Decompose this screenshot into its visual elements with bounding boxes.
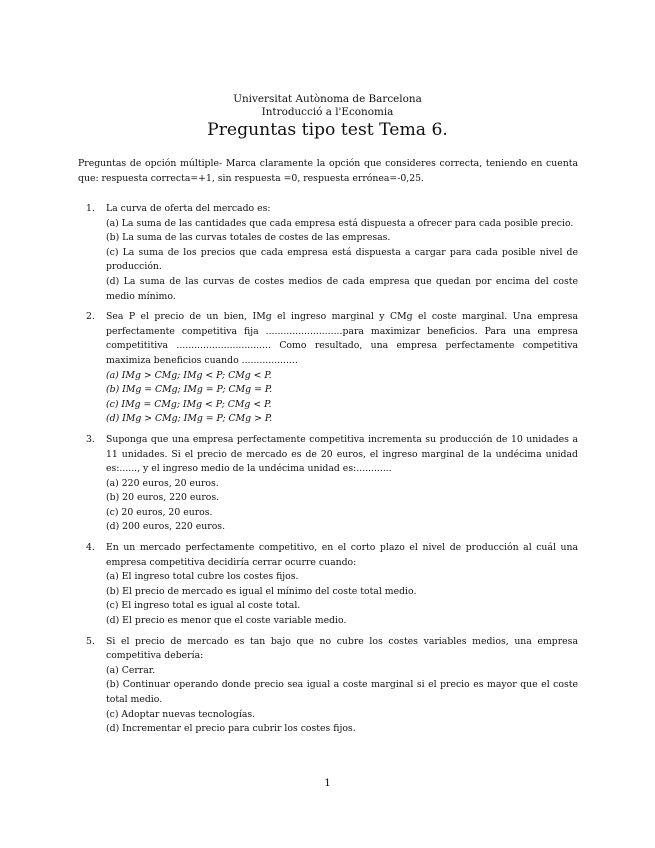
option-b: (b) Continuar operando donde precio sea igual a coste marginal si el precio es mayor que el coste total medio.	[106, 679, 578, 705]
option-d: (d) IMg > CMg; IMg = P; CMg > P.	[106, 413, 273, 425]
question-text: Suponga que una empresa perfectamente competitiva incrementa su producción de 10 unidades a 11 unidades. Si el precio de mercado es de 20 euros, el ingreso marginal de la undécima unidad es:......, y el ingreso medio de la undécima unidad es:............	[106, 433, 578, 475]
question-3	[78, 433, 578, 535]
option-d: (d) Incrementar el precio para cubrir los costes fijos.	[106, 723, 356, 735]
option-b: (b) IMg = CMg; IMg = P; CMg = P.	[106, 384, 273, 396]
question-text: La curva de oferta del mercado es:	[106, 203, 271, 214]
question-4	[78, 541, 578, 629]
question-text: En un mercado perfectamente competitivo, en el corto plazo el nivel de producción al cuál una empresa competitiva decidiría cerrar ocurre cuando:	[106, 542, 578, 568]
option-b: (b) El precio de mercado es igual el mínimo del coste total medio.	[106, 585, 417, 597]
option-c: (c) Adoptar nuevas tecnologías.	[106, 708, 256, 720]
question-number: 1.	[86, 203, 95, 214]
option-a: (a) 220 euros, 20 euros.	[106, 477, 219, 489]
course-name: Introducció a l'Economia	[261, 106, 394, 118]
page-title: Preguntas tipo test Tema 6.	[207, 120, 448, 140]
option-b: (b) La suma de las curvas totales de costes de las empresas.	[106, 232, 391, 244]
instructions-paragraph: Preguntas de opción múltiple- Marca claramente la opción que consideres correcta, teniendo en cuenta que: respuesta correcta=+1, sin respuesta =0, respuesta errónea=-0,25.	[78, 158, 578, 184]
option-a: (a) IMg > CMg; IMg < P; CMg < P.	[106, 369, 272, 381]
question-2	[78, 310, 578, 427]
question-list	[78, 202, 578, 737]
option-c: (c) IMg = CMg; IMg < P; CMg < P.	[106, 398, 272, 410]
question-1	[78, 202, 578, 304]
page-number: 1	[324, 777, 331, 789]
question-5	[78, 635, 578, 737]
document-header	[0, 93, 655, 141]
question-number: 5.	[86, 635, 95, 647]
option-c: (c) 20 euros, 20 euros.	[106, 506, 213, 518]
question-text: Sea P el precio de un bien, IMg el ingreso marginal y CMg el coste marginal. Una empresa perfectamente competitiva fija ..........................para maximizar beneficios. Para una empresa competititiva ................................ Como resultado, una empresa perfectamente competitiva maximiza beneficios cuando ...................	[106, 311, 578, 366]
option-b: (b) 20 euros, 220 euros.	[106, 492, 220, 504]
option-c: (c) El ingreso total es igual al coste total.	[106, 600, 301, 612]
option-a: (a) La suma de las cantidades que cada empresa está dispuesta a ofrecer para cada posible precio.	[106, 217, 574, 229]
question-number: 4.	[86, 542, 95, 554]
option-d: (d) 200 euros, 220 euros.	[106, 521, 226, 533]
university-name: Universitat Autònoma de Barcelona	[233, 93, 422, 105]
option-d: (d) El precio es menor que el coste variable medio.	[106, 615, 347, 627]
question-number: 3.	[86, 433, 95, 445]
option-a: (a) Cerrar.	[106, 664, 156, 676]
option-c: (c) La suma de los precios que cada empresa está dispuesta a cargar para cada posible nivel de producción.	[106, 246, 578, 273]
option-d: (d) La suma de las curvas de costes medios de cada empresa que quedan por encima del coste medio mínimo.	[106, 275, 578, 302]
question-text: Si el precio de mercado es tan bajo que no cubre los costes variables medios, una empresa competitiva debería:	[106, 635, 578, 662]
option-a: (a) El ingreso total cubre los costes fijos.	[106, 571, 299, 583]
question-number: 2.	[86, 311, 95, 323]
